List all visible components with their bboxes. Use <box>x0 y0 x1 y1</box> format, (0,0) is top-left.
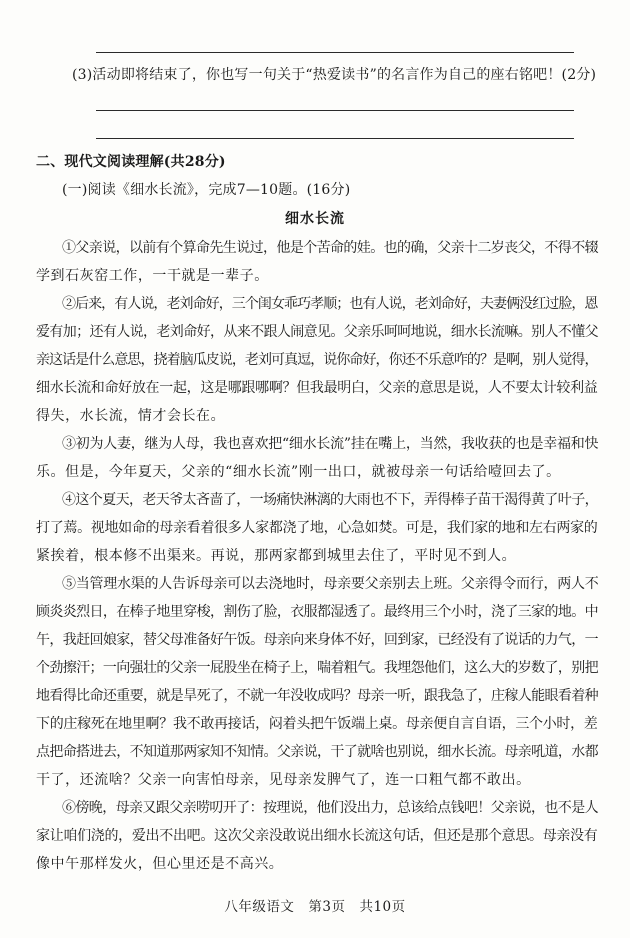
article-line: 紧挨着，根本修不出渠来。再说，那两家都到城里去住了，平时见不到人。 <box>36 548 517 564</box>
article-line: 个劲擦汗；一向强壮的父亲一屁股坐在椅子上，喘着粗气。我埋怨他们，这么大的岁数了，别把 <box>36 660 598 676</box>
article-line: ⑤当管理水渠的人告诉母亲可以去浇地时，母亲要父亲别去上班。父亲得令而行，两人不 <box>62 576 599 592</box>
article-line: 家让咱们浇的，爱出不出吧。这次父亲没敢说出细水长流这句话，但还是那个意思。母亲没有 <box>36 828 598 844</box>
page-footer: 八年级语文 第3页 共10页 <box>224 899 406 915</box>
answer-line <box>96 52 574 53</box>
article-line: ③初为人妻，继为人母，我也喜欢把“细水长流”挂在嘴上，当然，我收获的也是幸福和快 <box>62 436 599 452</box>
article-line: 乐。但是，今年夏天，父亲的“细水长流”刚一出口，就被母亲一句话给噎回去了。 <box>36 464 561 480</box>
article-line: 午，我赶回娘家，替父母准备好午饭。母亲向来身体不好，回到家，已经没有了说话的力气，一 <box>36 632 598 648</box>
article-line: ⑥傍晚，母亲又跟父亲唠叨开了：按理说，他们没出力，总该给点钱吧！父亲说，也不是人 <box>62 800 598 816</box>
article-line: 干了，还流啥？父亲一向害怕母亲，见母亲发脾气了，连一口粗气都不敢出。 <box>36 772 531 788</box>
article-line: 打了蔫。视地如命的母亲看着很多人家都浇了地，心急如焚。可是，我们家的地和左右两家的 <box>36 520 598 536</box>
article-line: 学到石灰窑工作，一干就是一辈子。 <box>36 268 269 284</box>
section-2-heading: 二、现代文阅读理解(共28分) <box>36 154 226 170</box>
article-title: 细水长流 <box>285 211 345 227</box>
section-2-subheading: (一)阅读《细水长流》，完成7—10题。(16分) <box>62 182 351 198</box>
article-line: 得失，水长流，情才会长在。 <box>36 408 226 424</box>
answer-line <box>96 138 574 139</box>
article-line: 顾炎炎烈日，在棒子地里穿梭，割伤了脸，衣服都湿透了。最终用三个小时，浇了三家的地。中 <box>36 604 598 620</box>
question-3-text: (3)活动即将结束了，你也写一句关于“热爱读书”的名言作为自己的座右铭吧！(2分) <box>72 67 597 83</box>
article-line: 细水长流和命好放在一起，这是哪跟哪啊？但我最明白，父亲的意思是说，人不要太计较利益 <box>36 380 598 396</box>
answer-line <box>96 110 574 111</box>
article-line: 亲这话是什么意思，挠着脑瓜皮说，老刘可真逗，说你命好，你还不乐意咋的？是啊，别人觉得， <box>36 352 598 368</box>
article-line: 地看得比命还重要，就是旱死了，不就一年没收成吗？母亲一听，跟我急了，庄稼人能眼看着种 <box>36 688 598 704</box>
article-line: 像中午那样发火，但心里还是不高兴。 <box>36 856 284 872</box>
article-line: ①父亲说，以前有个算命先生说过，他是个苦命的娃。也的确，父亲十二岁丧父，不得不辍 <box>62 240 598 256</box>
article-line: 点把命搭进去，不知道那两家知不知情。父亲说，干了就啥也别说，细水长流。母亲吼道，水都 <box>36 744 598 760</box>
article-line: 爱有加；还有人说，老刘命好，从来不跟人闹意见。父亲乐呵呵地说，细水长流嘛。别人不懂父 <box>36 324 598 340</box>
article-line: 下的庄稼死在地里啊？我不敢再接话，闷着头把午饭端上桌。母亲便自言自语，三个小时，差 <box>36 716 598 732</box>
article-line: ④这个夏天，老天爷太吝啬了，一场痛快淋漓的大雨也不下，弄得棒子苗干渴得黄了叶子， <box>62 492 598 508</box>
article-line: ②后来，有人说，老刘命好，三个闺女乖巧孝顺；也有人说，老刘命好，夫妻俩没红过脸，恩 <box>62 296 598 312</box>
